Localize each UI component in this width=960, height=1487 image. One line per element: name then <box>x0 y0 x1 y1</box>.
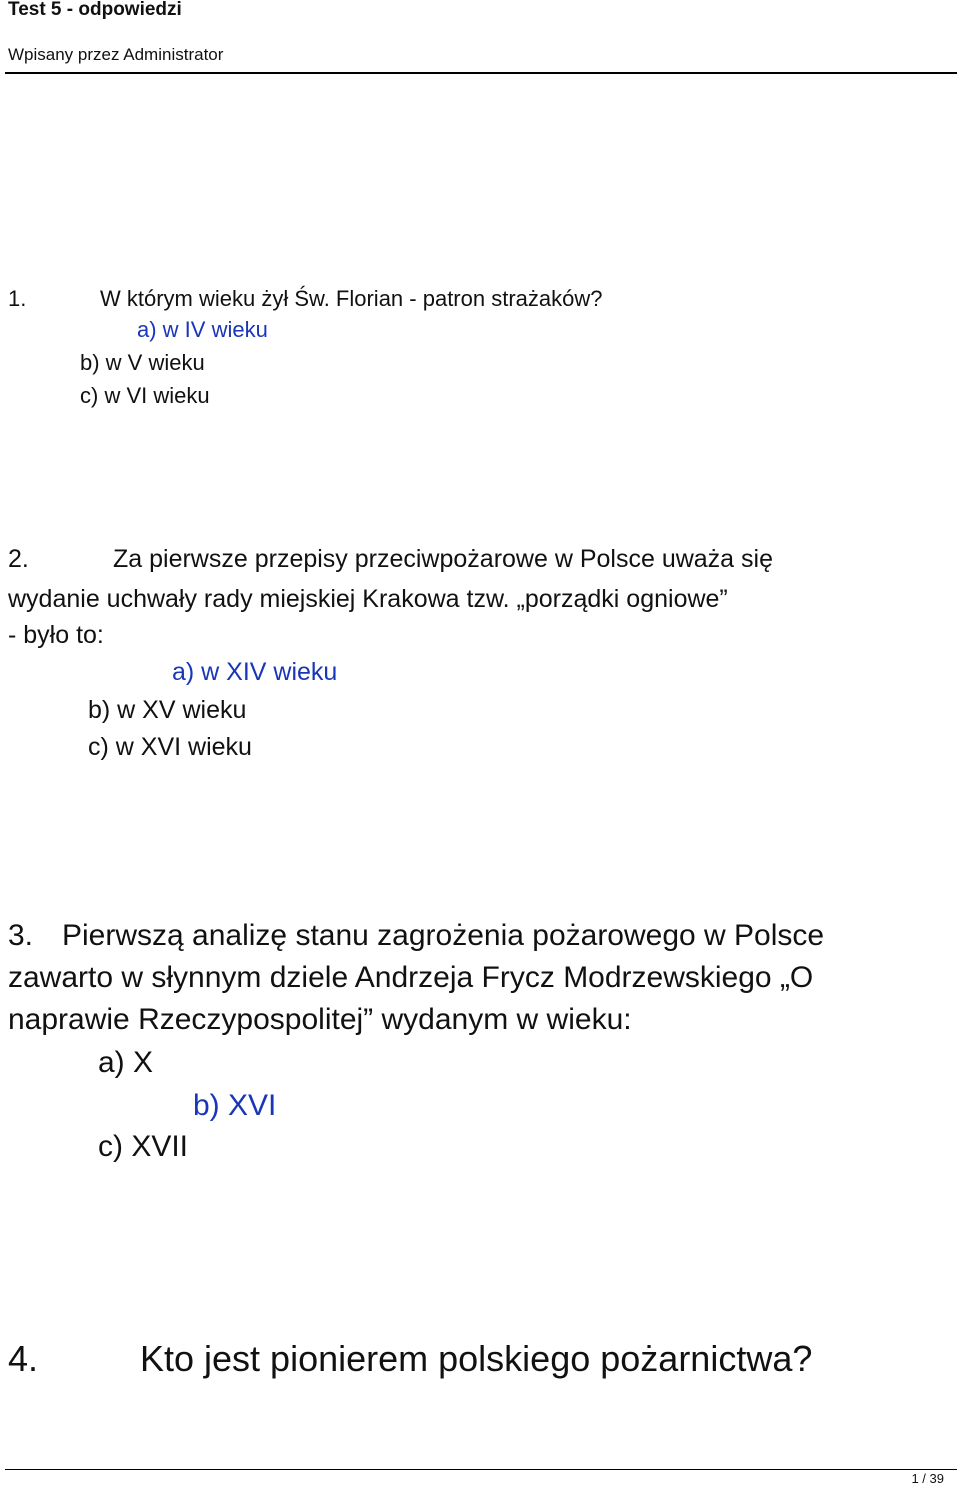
question-text-line-2: zawarto w słynnym dziele Andrzeja Frycz Modrzewskiego „O <box>8 961 814 994</box>
option-a-correct: a) w IV wieku <box>137 317 268 342</box>
option-b: b) w V wieku <box>80 350 205 375</box>
option-c: c) w VI wieku <box>80 383 210 408</box>
footer-divider <box>5 1469 957 1470</box>
option-a: a) X <box>98 1046 154 1079</box>
question-text-line-1: Za pierwsze przepisy przeciwpożarowe w Polsce uważa się <box>113 545 773 573</box>
question-text-line-3: naprawie Rzeczypospolitej” wydanym w wieku: <box>8 1003 632 1036</box>
question-text-line-3: - było to: <box>8 621 104 649</box>
question-number: 4. <box>8 1338 39 1379</box>
option-b-correct: b) XVI <box>193 1089 277 1122</box>
option-c: c) XVII <box>98 1130 189 1163</box>
page-title: Test 5 - odpowiedzi <box>8 0 182 20</box>
question-text: W którym wieku żył Św. Florian - patron strażaków? <box>100 286 603 311</box>
author-line: Wpisany przez Administrator <box>8 45 224 64</box>
option-a-correct: a) w XIV wieku <box>172 658 338 686</box>
option-c: c) w XVI wieku <box>88 733 252 761</box>
page-number: 1 / 39 <box>911 1471 944 1486</box>
option-b: b) w XV wieku <box>88 696 247 724</box>
question-text: Kto jest pionierem polskiego pożarnictwa? <box>140 1338 813 1379</box>
question-text-line-2: wydanie uchwały rady miejskiej Krakowa tzw. „porządki ogniowe” <box>8 585 728 613</box>
question-number: 3. <box>8 919 34 952</box>
question-text-line-1: Pierwszą analizę stanu zagrożenia pożarowego w Polsce <box>62 919 825 952</box>
question-number: 2. <box>8 545 29 573</box>
question-number: 1. <box>8 286 27 311</box>
header-divider <box>5 72 957 74</box>
